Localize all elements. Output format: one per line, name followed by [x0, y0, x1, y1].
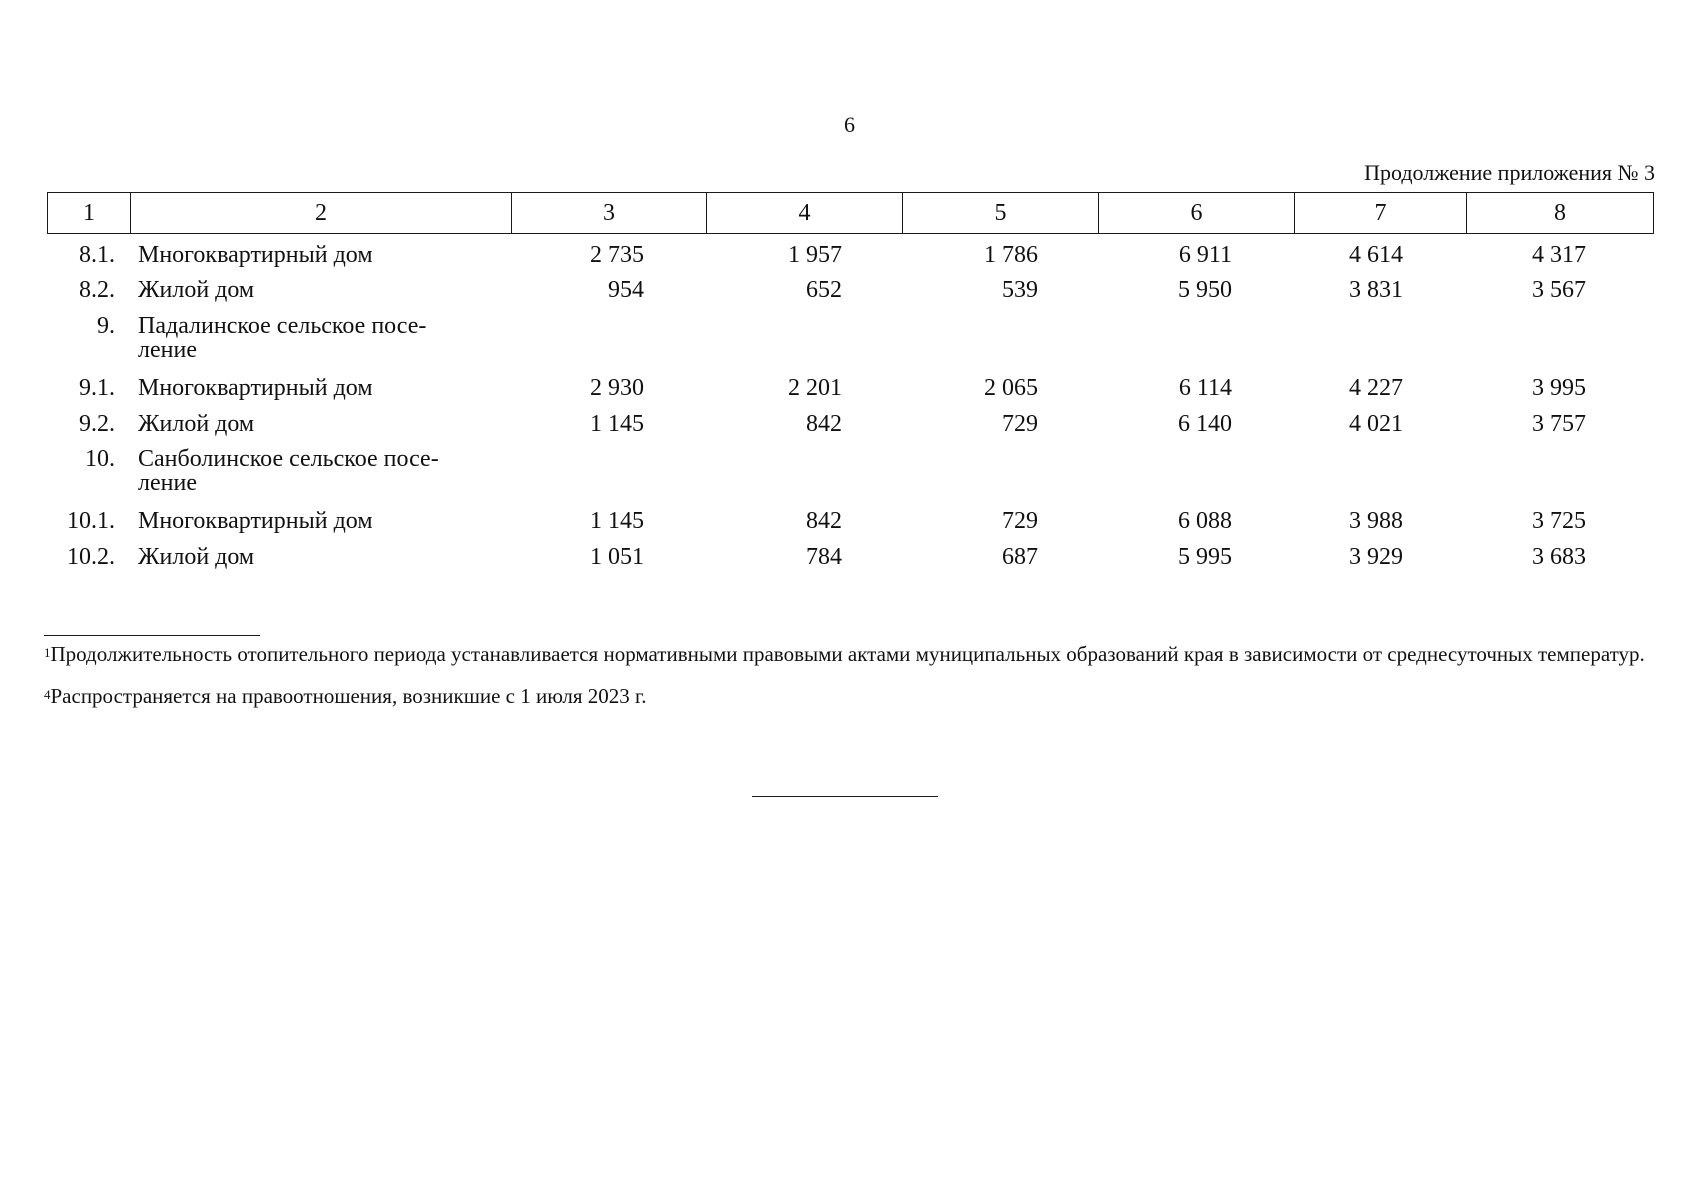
- value-col-5: 687: [1002, 544, 1038, 570]
- row-name-line-2: ление: [138, 337, 197, 363]
- value-col-3: 2 930: [590, 375, 644, 401]
- row-number: 10.2.: [67, 544, 115, 570]
- header-cell-2: 2: [131, 193, 512, 234]
- end-of-document-rule: [752, 796, 938, 797]
- value-col-6: 5 995: [1178, 544, 1232, 570]
- footnote-text: Распространяется на правоотношения, возникшие с 1 июля 2023 г.: [50, 684, 647, 708]
- value-col-7: 3 988: [1349, 508, 1403, 534]
- row-number: 8.1.: [79, 242, 115, 268]
- row-name: Многоквартирный дом: [138, 375, 373, 401]
- value-col-3: 2 735: [590, 242, 644, 268]
- value-col-6: 6 911: [1178, 242, 1232, 268]
- value-col-7: 4 227: [1349, 375, 1403, 401]
- value-col-7: 3 831: [1349, 277, 1403, 303]
- value-col-6: 6 140: [1178, 411, 1232, 437]
- column-number-header: [47, 192, 1654, 234]
- value-col-7: 4 614: [1349, 242, 1403, 268]
- header-cell-3: 3: [512, 193, 707, 234]
- value-col-3: 1 145: [590, 508, 644, 534]
- row-name-line-2: ление: [138, 470, 197, 496]
- footnote-marker: 1: [44, 645, 51, 660]
- value-col-5: 539: [1002, 277, 1038, 303]
- header-cell-4: 4: [707, 193, 903, 234]
- row-name: Жилой дом: [138, 277, 255, 303]
- value-col-6: 5 950: [1178, 277, 1232, 303]
- row-name-line-1: Падалинское сельское посе-: [138, 313, 427, 339]
- row-number: 9.2.: [79, 411, 115, 437]
- value-col-8: 3 757: [1532, 411, 1586, 437]
- value-col-3: 954: [608, 277, 644, 303]
- row-number: 9.: [97, 313, 115, 339]
- value-col-4: 2 201: [788, 375, 842, 401]
- row-name: Многоквартирный дом: [138, 242, 373, 268]
- footnote-text: Продолжительность отопительного периода устанавливается нормативными правовыми актами муниципальных образований края в зависимости от среднесуточных температур.: [50, 642, 1645, 666]
- value-col-4: 842: [806, 411, 842, 437]
- header-cell-7: 7: [1295, 193, 1467, 234]
- page-number: 6: [844, 112, 855, 137]
- footnote-separator: [44, 635, 260, 636]
- value-col-8: 3 995: [1532, 375, 1586, 401]
- value-col-5: 2 065: [984, 375, 1038, 401]
- value-col-7: 3 929: [1349, 544, 1403, 570]
- continuation-label: Продолжение приложения № 3: [1364, 160, 1655, 185]
- value-col-4: 1 957: [788, 242, 842, 268]
- value-col-6: 6 088: [1178, 508, 1232, 534]
- value-col-3: 1 145: [590, 411, 644, 437]
- row-number: 10.: [85, 446, 115, 472]
- row-number: 9.1.: [79, 375, 115, 401]
- row-name: Многоквартирный дом: [138, 508, 373, 534]
- row-name: Жилой дом: [138, 544, 255, 570]
- value-col-8: 3 567: [1532, 277, 1586, 303]
- row-number: 10.1.: [67, 508, 115, 534]
- value-col-3: 1 051: [590, 544, 644, 570]
- value-col-5: 729: [1002, 411, 1038, 437]
- value-col-8: 4 317: [1532, 242, 1586, 268]
- row-name: Жилой дом: [138, 411, 255, 437]
- value-col-4: 652: [806, 277, 842, 303]
- footnote-marker: 4: [44, 687, 51, 702]
- value-col-5: 729: [1002, 508, 1038, 534]
- header-cell-5: 5: [903, 193, 1099, 234]
- value-col-7: 4 021: [1349, 411, 1403, 437]
- footnote-1: [44, 642, 1654, 666]
- header-cell-8: 8: [1467, 193, 1654, 234]
- row-number: 8.2.: [79, 277, 115, 303]
- value-col-5: 1 786: [984, 242, 1038, 268]
- value-col-6: 6 114: [1178, 375, 1232, 401]
- value-col-8: 3 683: [1532, 544, 1586, 570]
- header-cell-6: 6: [1099, 193, 1295, 234]
- row-name-line-1: Санболинское сельское посе-: [138, 446, 439, 472]
- header-cell-1: 1: [48, 193, 131, 234]
- value-col-4: 842: [806, 508, 842, 534]
- value-col-4: 784: [806, 544, 842, 570]
- value-col-8: 3 725: [1532, 508, 1586, 534]
- footnote-4: [44, 684, 1654, 708]
